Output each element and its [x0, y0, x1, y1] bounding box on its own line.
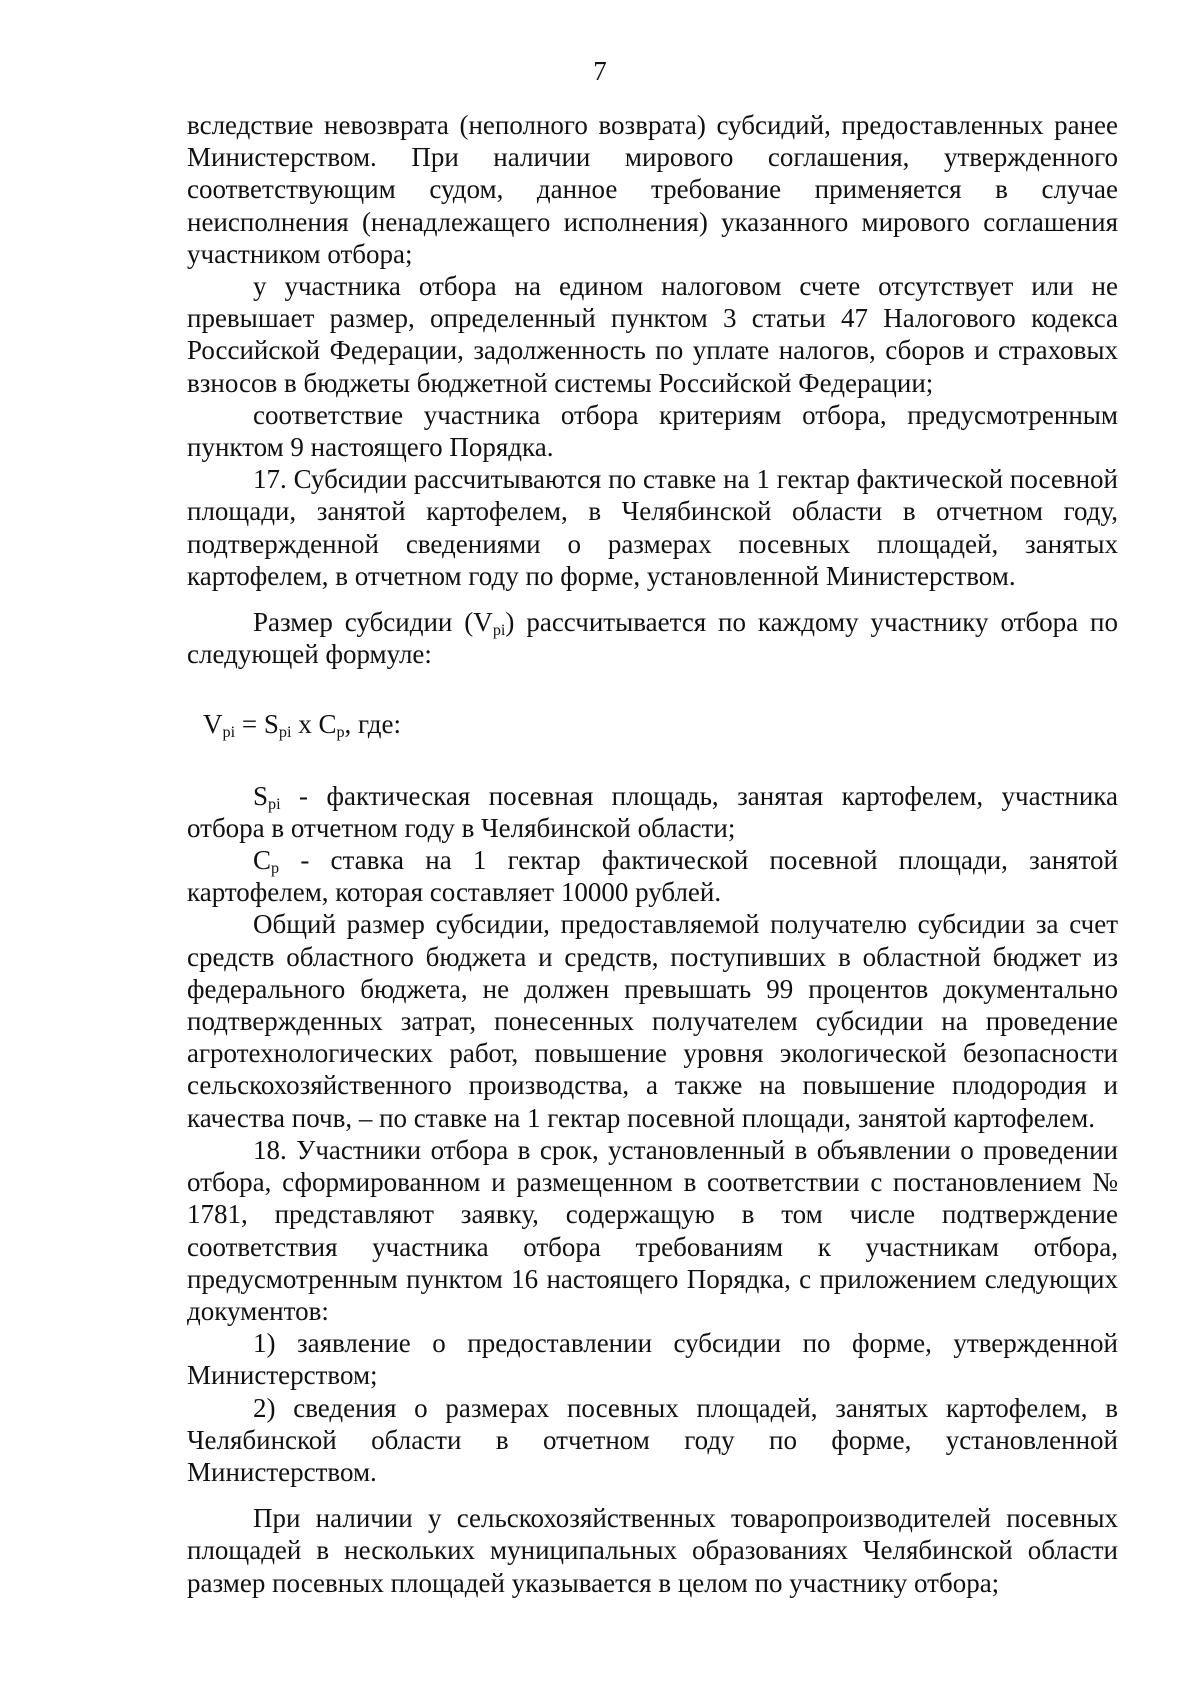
paragraph-tax-debt: у участника отбора на едином налоговом счете отсутствует или не превышает размер, определенный пунктом 3 статьи 47 Налогового кодекса Российской Федерации, задолженность по уплате налогов, сборов и страховых взносов в бюджеты бюджетной системы Российской Федерации;	[187, 271, 1118, 398]
list-item-2: 2) сведения о размерах посевных площадей, занятых картофелем, в Челябинской области в отчетном году по форме, установленной Министерством.	[187, 1392, 1118, 1487]
paragraph-cp-definition	[187, 844, 1118, 908]
paragraph-spi-definition	[187, 780, 1118, 844]
page-number: 7	[593, 56, 607, 86]
cp-text: - ставка на 1 гектар фактической посевной площади, занятой картофелем, которая составляет 10000 рублей.	[187, 845, 1118, 908]
formula-equals-s: = S	[235, 709, 279, 740]
subsidy-size-subscript: pi	[492, 621, 506, 640]
paragraph-total-subsidy: Общий размер субсидии, предоставляемой получателю субсидии за счет средств областного бюджета и средств, поступивших в областной бюджет из федерального бюджета, не должен превышать 99 процентов документально подтвержденных затрат, понесенных получателем субсидии на проведение агротехнологических работ, повышение уровня экологической безопасности сельскохозяйственного производства, а также на повышение плодородия и качества почв, – по ставке на 1 гектар посевной площади, занятой картофелем.	[187, 909, 1118, 1133]
list-item-1: 1) заявление о предоставлении субсидии по форме, утвержденной Министерством;	[187, 1328, 1118, 1391]
spi-subscript: pi	[268, 794, 281, 813]
paragraph-18: 18. Участники отбора в срок, установленный в объявлении о проведении отбора, сформированном и размещенном в соответствии с постановлением № 1781, представляют заявку, содержащую в том числе подтверждение соответствия участника отбора требованиям к участникам отбора, предусмотренным пунктом 16 настоящего Порядка, с приложением следующих документов:	[187, 1134, 1118, 1326]
paragraph-criteria: соответствие участника отбора критериям отбора, предусмотренным пунктом 9 настоящего Порядка.	[187, 399, 1118, 463]
formula-times-c: x C	[291, 709, 337, 740]
document-body	[187, 109, 1118, 1599]
spi-text: - фактическая посевная площадь, занятая картофелем, участника отбора в отчетном году в Челябинской области;	[187, 780, 1118, 843]
formula-tail: , где:	[344, 709, 401, 740]
formula	[187, 708, 1118, 740]
formula-v-subscript: pi	[222, 723, 236, 742]
paragraph-continuation: вследствие невозврата (неполного возврата) субсидий, предоставленных ранее Министерством. При наличии мирового соглашения, утвержденного соответствующим судом, данное требование применяется в случае неисполнения (ненадлежащего исполнения) указанного мирового соглашения участником отбора;	[187, 110, 1118, 269]
subsidy-size-text-end: ) рассчитывается по каждому участнику отбора по следующей формуле:	[187, 607, 1119, 670]
cp-subscript: p	[271, 859, 280, 878]
formula-c-subscript: p	[336, 723, 345, 742]
formula-v: V	[203, 709, 223, 740]
spi-symbol: S	[253, 780, 269, 811]
paragraph-17: 17. Субсидии рассчитываются по ставке на 1 гектар фактической посевной площади, занятой картофелем, в Челябинской области в отчетном году, подтвержденной сведениями о размерах посевных площадей, занятых картофелем, в отчетном году по форме, установленной Министерством.	[187, 464, 1118, 591]
cp-symbol: C	[253, 845, 272, 876]
subsidy-size-text-start: Размер субсидии (V	[253, 607, 493, 638]
formula-s-subscript: pi	[278, 723, 292, 742]
paragraph-subsidy-size	[187, 606, 1118, 670]
paragraph-multiple-municipalities: При наличии у сельскохозяйственных товаропроизводителей посевных площадей в нескольких муниципальных образованиях Челябинской области размер посевных площадей указывается в целом по участнику отбора;	[187, 1503, 1118, 1598]
